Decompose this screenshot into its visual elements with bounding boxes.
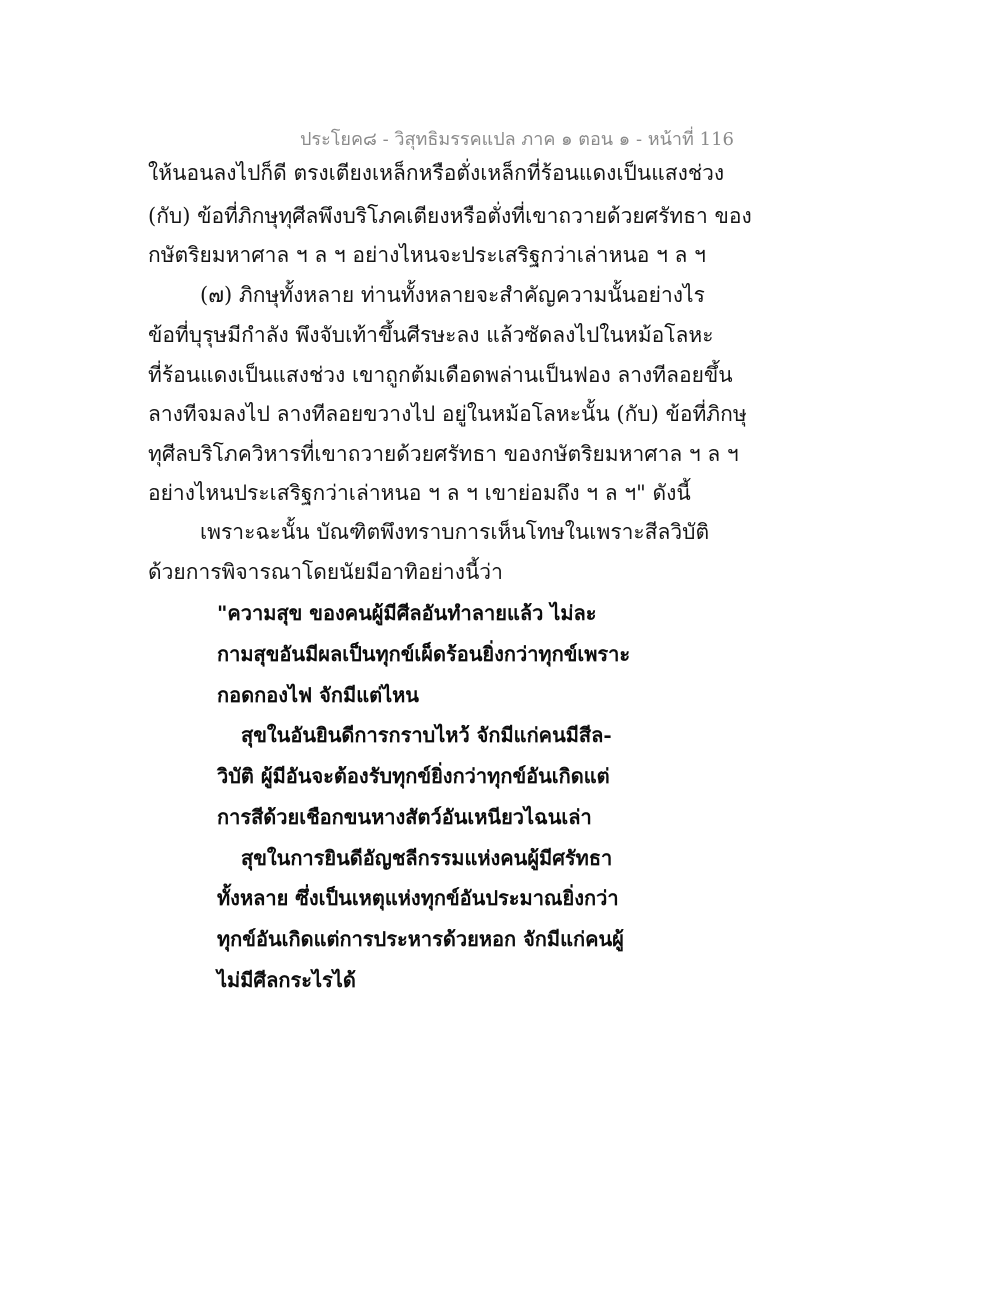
body-line-8: ทุศีลบริโภควิหารที่เขาถวายด้วยศรัทธา ของกษัตริยมหาศาล ฯ ล ฯ bbox=[148, 442, 739, 466]
body-line-3: กษัตริยมหาศาล ฯ ล ฯ อย่างไหนจะประเสริฐกว่าเล่าหนอ ฯ ล ฯ bbox=[148, 243, 706, 267]
verse-line-7: สุขในการยินดีอัญชลีกรรมแห่งคนผู้มีศรัทธา bbox=[241, 846, 613, 870]
body-line-11: ด้วยการพิจารณาโดยนัยมีอาทิอย่างนี้ว่า bbox=[148, 560, 503, 584]
verse-line-1: "ความสุข ของคนผู้มีศีลอันทำลายแล้ว ไม่ละ bbox=[217, 601, 597, 625]
verse-line-4: สุขในอันยินดีการกราบไหว้ จักมีแก่คนมีสีล- bbox=[241, 723, 612, 747]
body-line-10: เพราะฉะนั้น บัณฑิตพึงทราบการเห็นโทษในเพราะสีลวิบัติ bbox=[200, 520, 710, 544]
verse-line-10: ไม่มีศีลกระไรได้ bbox=[217, 968, 356, 992]
body-line-5: ข้อที่บุรุษมีกำลัง พึงจับเท้าขึ้นศีรษะลง แล้วซัดลงไปในหม้อโลหะ bbox=[148, 323, 714, 347]
verse-line-6: การสีด้วยเชือกขนหางสัตว์อันเหนียวไฉนเล่า bbox=[217, 805, 592, 829]
verse-line-8: ทั้งหลาย ซึ่งเป็นเหตุแห่งทุกข์อันประมาณยิ่งกว่า bbox=[217, 886, 619, 910]
running-header: ประโยค๘ - วิสุทธิมรรคแปล ภาค ๑ ตอน ๑ - หน้าที่ 116 bbox=[300, 129, 734, 150]
verse-line-9: ทุกข์อันเกิดแต่การประหารด้วยหอก จักมีแก่คนผู้ bbox=[217, 927, 624, 951]
verse-line-2: กามสุขอันมีผลเป็นทุกข์เผ็ดร้อนยิ่งกว่าทุกข์เพราะ bbox=[217, 642, 631, 666]
body-line-9: อย่างไหนประเสริฐกว่าเล่าหนอ ฯ ล ฯ เขาย่อมถึง ฯ ล ฯ" ดังนี้ bbox=[148, 481, 691, 505]
body-line-4: (๗) ภิกษุทั้งหลาย ท่านทั้งหลายจะสำคัญความนั้นอย่างไร bbox=[200, 283, 705, 307]
verse-line-5: วิบัติ ผู้มีอันจะต้องรับทุกข์ยิ่งกว่าทุกข์อันเกิดแต่ bbox=[217, 764, 610, 788]
verse-line-3: กอดกองไฟ จักมีแต่ไหน bbox=[217, 683, 419, 707]
body-line-2: (กับ) ข้อที่ภิกษุทุศีลพึงบริโภคเตียงหรือตั่งที่เขาถวายด้วยศรัทธา ของ bbox=[148, 204, 752, 228]
body-line-7: ลางทีจมลงไป ลางทีลอยขวางไป อยู่ในหม้อโลหะนั้น (กับ) ข้อที่ภิกษุ bbox=[148, 402, 747, 426]
body-line-1: ให้นอนลงไปก็ดี ตรงเตียงเหล็กหรือตั่งเหล็กที่ร้อนแดงเป็นแสงช่วง bbox=[148, 161, 725, 185]
body-line-6: ที่ร้อนแดงเป็นแสงช่วง เขาถูกต้มเดือดพล่านเป็นฟอง ลางทีลอยขึ้น bbox=[148, 363, 733, 387]
